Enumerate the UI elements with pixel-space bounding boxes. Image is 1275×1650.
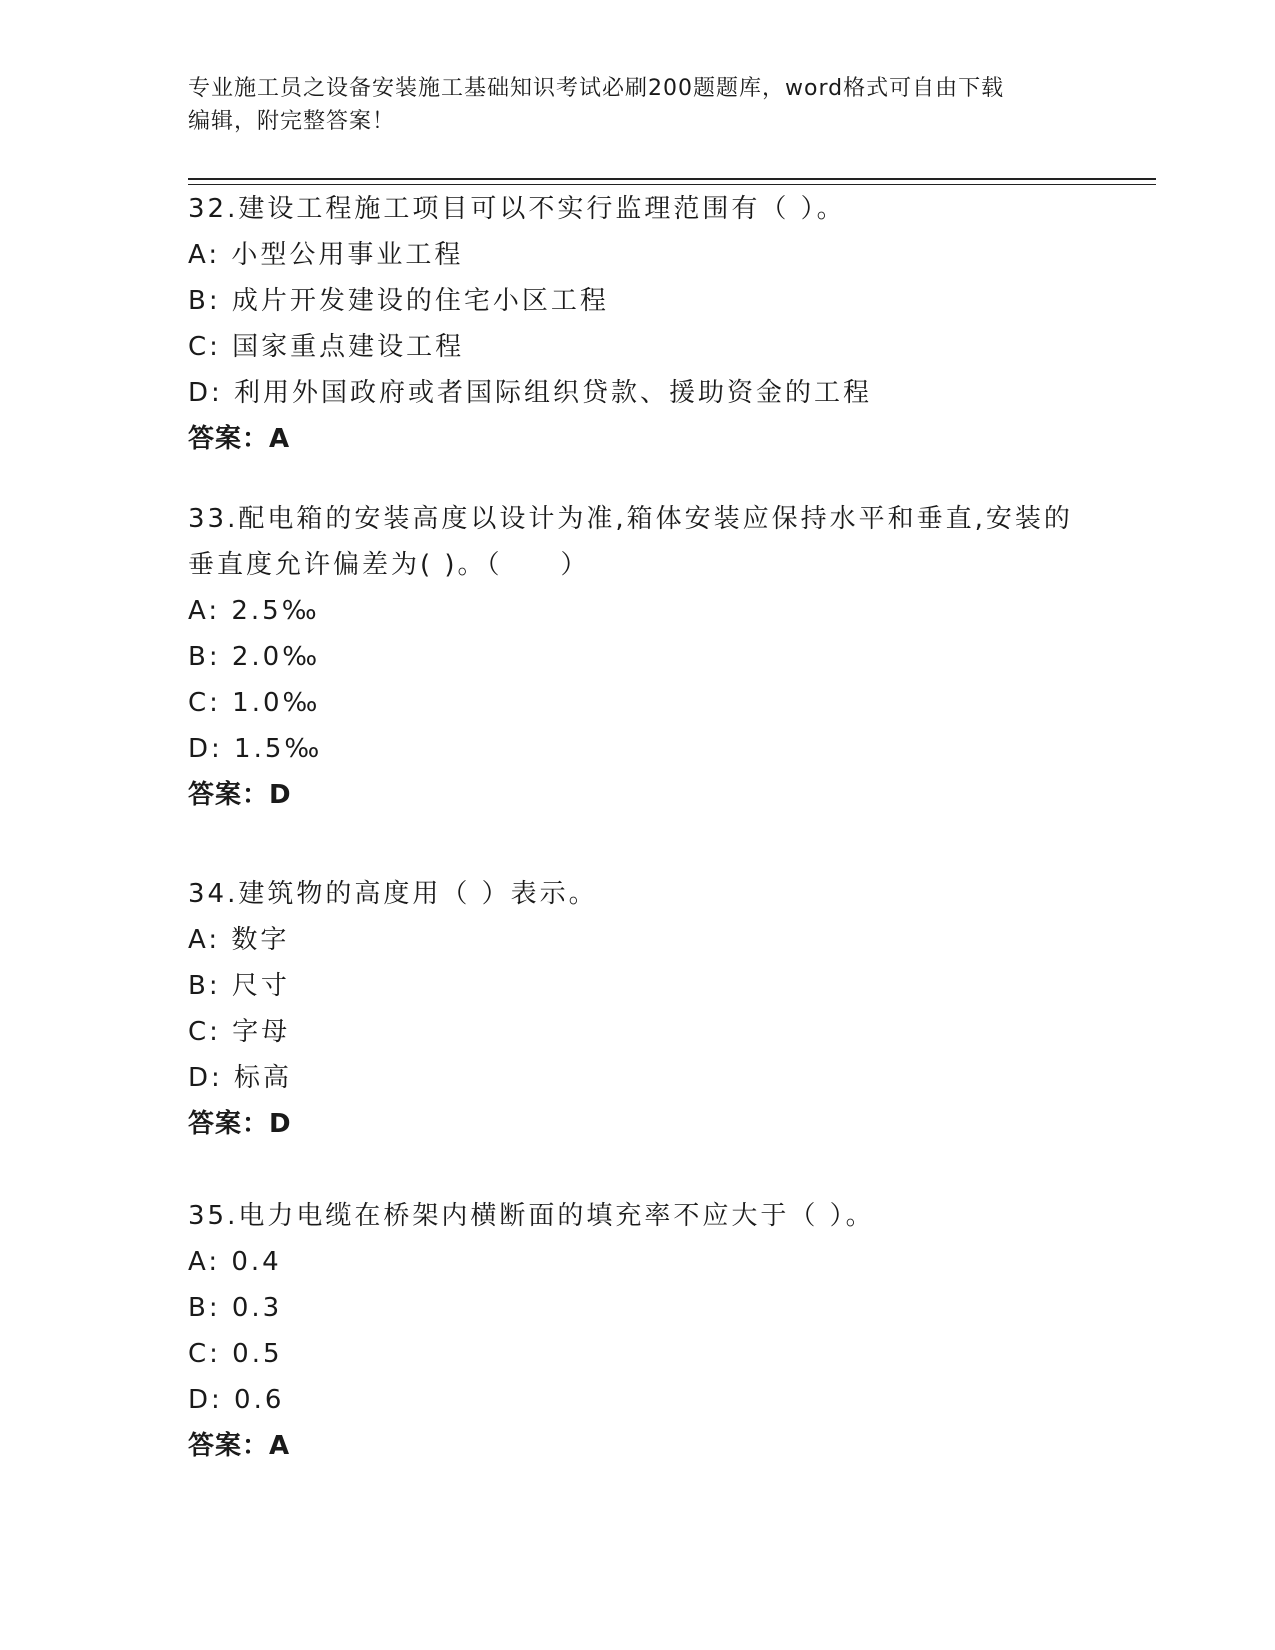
option-c: C: 国家重点建设工程 [188,332,465,362]
option-b: B: 2.0‰ [188,642,321,672]
header-divider-thin [188,184,1156,185]
answer-label: 答案：A [188,1431,291,1461]
option-a: A: 小型公用事业工程 [188,240,464,270]
option-c: C: 字母 [188,1017,291,1047]
answer-label: 答案：A [188,424,291,454]
question-35 [188,1193,1088,1469]
option-d: D: 1.5‰ [188,734,323,764]
option-a: A: 0.4 [188,1247,282,1277]
option-a: A: 2.5‰ [188,596,320,626]
question-title: 34.建筑物的高度用（ ）表示。 [188,879,598,909]
header-divider [188,178,1156,180]
header-line-2: 编辑，附完整答案！ [188,109,396,134]
option-b: B: 0.3 [188,1293,283,1323]
question-34 [188,871,1088,1147]
option-a: A: 数字 [188,925,290,955]
answer-label: 答案：D [188,780,292,810]
header-line-1: 专业施工员之设备安装施工基础知识考试必刷200题题库，word格式可自由下载 [188,76,1005,101]
option-c: C: 0.5 [188,1339,283,1369]
option-c: C: 1.0‰ [188,688,321,718]
question-32 [188,186,1088,462]
option-d: D: 利用外国政府或者国际组织贷款、援助资金的工程 [188,378,873,408]
option-b: B: 尺寸 [188,971,290,1001]
question-33 [188,496,1088,818]
question-title: 32.建设工程施工项目可以不实行监理范围有（ ）。 [188,194,846,224]
option-d: D: 0.6 [188,1385,285,1415]
question-title: 35.电力电缆在桥架内横断面的填充率不应大于（ ）。 [188,1201,875,1231]
document-header [188,72,1088,138]
question-title-line-1: 33.配电箱的安装高度以设计为准,箱体安装应保持水平和垂直,安装的 [188,504,1073,534]
option-d: D: 标高 [188,1063,293,1093]
option-b: B: 成片开发建设的住宅小区工程 [188,286,609,316]
answer-label: 答案：D [188,1109,292,1139]
question-title-line-2: 垂直度允许偏差为( )。（ ） [188,550,590,580]
